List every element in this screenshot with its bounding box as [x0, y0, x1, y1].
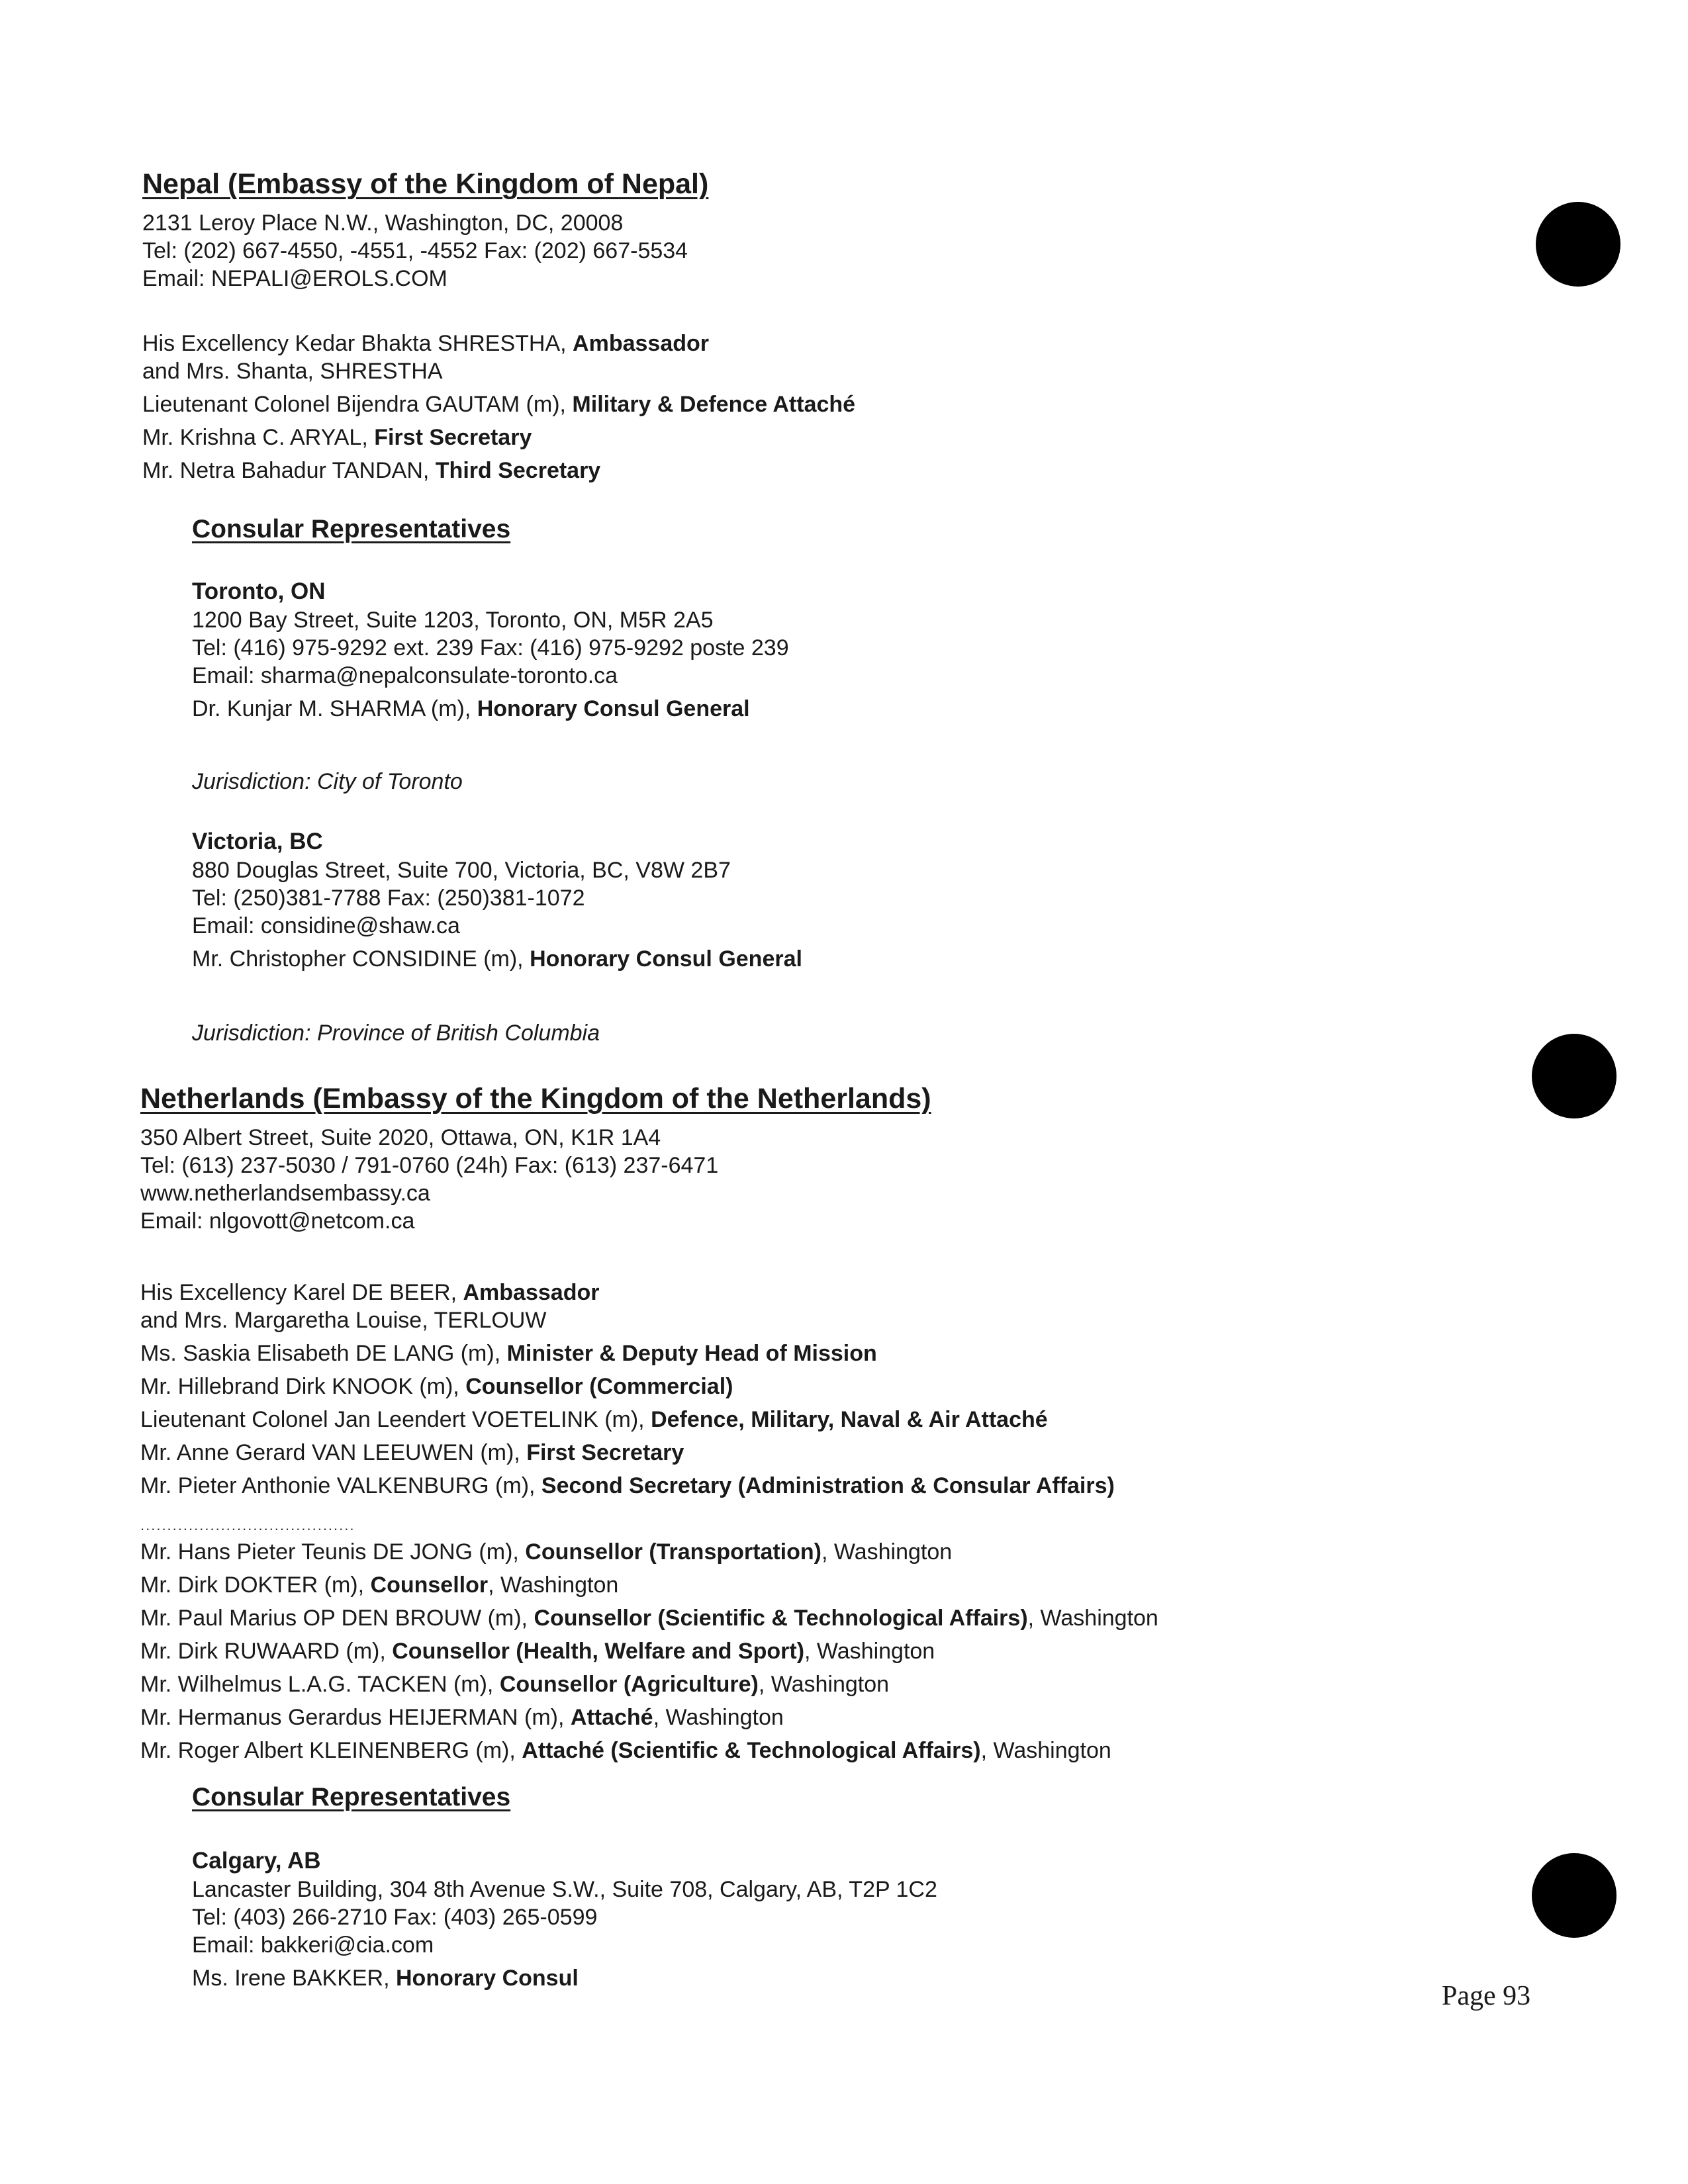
- nepal-heading: Nepal (Embassy of the Kingdom of Nepal): [142, 168, 709, 200]
- toronto-email: Email: sharma@nepalconsulate-toronto.ca: [192, 663, 618, 688]
- netherlands-website: www.netherlandsembassy.ca: [140, 1181, 430, 1206]
- victoria-jurisdiction: Jurisdiction: Province of British Columbia: [192, 1021, 600, 1046]
- netherlands-address: 350 Albert Street, Suite 2020, Ottawa, ON, K1R 1A4: [140, 1125, 661, 1150]
- page-number: Page 93: [1442, 1981, 1531, 2011]
- staff-line: and Mrs. Margaretha Louise, TERLOUW: [140, 1308, 547, 1333]
- toronto-address: 1200 Bay Street, Suite 1203, Toronto, ON, M5R 2A5: [192, 608, 714, 633]
- toronto-tel: Tel: (416) 975-9292 ext. 239 Fax: (416) 975-9292 poste 239: [192, 635, 789, 660]
- staff-line: Mr. Hans Pieter Teunis DE JONG (m), Counsellor (Transportation), Washington: [140, 1539, 953, 1565]
- victoria-tel: Tel: (250)381-7788 Fax: (250)381-1072: [192, 886, 585, 911]
- nepal-email: Email: NEPALI@EROLS.COM: [142, 266, 447, 291]
- netherlands-heading: Netherlands (Embassy of the Kingdom of the Netherlands): [140, 1083, 931, 1115]
- staff-line: Mr. Netra Bahadur TANDAN, Third Secretary: [142, 458, 601, 483]
- netherlands-staff-list: [140, 1279, 1115, 1500]
- calgary-email: Email: bakkeri@cia.com: [192, 1933, 434, 1958]
- toronto-city: Toronto, ON: [192, 578, 326, 604]
- netherlands-email: Email: nlgovott@netcom.ca: [140, 1208, 415, 1234]
- netherlands-washington-staff: [140, 1538, 1158, 1764]
- punch-hole-bottom: [1532, 1853, 1617, 1938]
- netherlands-tel: Tel: (613) 237-5030 / 791-0760 (24h) Fax: (613) 237-6471: [140, 1153, 719, 1178]
- punch-hole-middle: [1532, 1034, 1617, 1118]
- staff-line: Mr. Wilhelmus L.A.G. TACKEN (m), Counsellor (Agriculture), Washington: [140, 1672, 890, 1697]
- staff-line: Mr. Krishna C. ARYAL, First Secretary: [142, 425, 532, 450]
- staff-line: Lieutenant Colonel Bijendra GAUTAM (m), Military & Defence Attaché: [142, 392, 856, 417]
- victoria-email: Email: considine@shaw.ca: [192, 913, 460, 938]
- staff-line: and Mrs. Shanta, SHRESTHA: [142, 359, 443, 384]
- staff-line: Mr. Pieter Anthonie VALKENBURG (m), Second Secretary (Administration & Consular Affairs): [140, 1473, 1115, 1498]
- staff-line: His Excellency Karel DE BEER, Ambassador: [140, 1280, 600, 1305]
- victoria-consul: Mr. Christopher CONSIDINE (m), Honorary Consul General: [192, 946, 802, 972]
- staff-line: Mr. Hillebrand Dirk KNOOK (m), Counsellor (Commercial): [140, 1374, 733, 1399]
- calgary-address: Lancaster Building, 304 8th Avenue S.W., Suite 708, Calgary, AB, T2P 1C2: [192, 1877, 937, 1902]
- staff-line: Mr. Roger Albert KLEINENBERG (m), Attaché (Scientific & Technological Affairs), Washington: [140, 1738, 1111, 1763]
- netherlands-calgary: [192, 1846, 937, 1992]
- calgary-tel: Tel: (403) 266-2710 Fax: (403) 265-0599: [192, 1905, 598, 1930]
- nepal-tel: Tel: (202) 667-4550, -4551, -4552 Fax: (202) 667-5534: [142, 238, 688, 263]
- staff-line: Mr. Anne Gerard VAN LEEUWEN (m), First Secretary: [140, 1440, 684, 1465]
- nepal-consular-heading: Consular Representatives: [192, 515, 511, 543]
- staff-line: Mr. Dirk RUWAARD (m), Counsellor (Health, Welfare and Sport), Washington: [140, 1639, 935, 1664]
- nepal-victoria: [192, 827, 802, 973]
- toronto-consul: Dr. Kunjar M. SHARMA (m), Honorary Consul General: [192, 696, 750, 721]
- nepal-contact: [142, 209, 688, 293]
- toronto-jurisdiction: Jurisdiction: City of Toronto: [192, 769, 463, 794]
- calgary-city: Calgary, AB: [192, 1848, 321, 1874]
- calgary-consul: Ms. Irene BAKKER, Honorary Consul: [192, 1966, 579, 1991]
- staff-line: Mr. Hermanus Gerardus HEIJERMAN (m), Attaché, Washington: [140, 1705, 784, 1730]
- nepal-staff-list: [142, 330, 855, 484]
- punch-hole-top: [1536, 202, 1620, 287]
- staff-line: His Excellency Kedar Bhakta SHRESTHA, Ambassador: [142, 331, 709, 356]
- netherlands-contact: [140, 1124, 718, 1235]
- staff-line: Mr. Dirk DOKTER (m), Counsellor, Washington: [140, 1572, 619, 1598]
- staff-line: Ms. Saskia Elisabeth DE LANG (m), Minister & Deputy Head of Mission: [140, 1341, 877, 1366]
- victoria-city: Victoria, BC: [192, 829, 323, 854]
- netherlands-consular-heading: Consular Representatives: [192, 1783, 511, 1811]
- nepal-toronto: [192, 577, 789, 723]
- staff-line: Mr. Paul Marius OP DEN BROUW (m), Counsellor (Scientific & Technological Affairs), Washington: [140, 1606, 1158, 1631]
- victoria-address: 880 Douglas Street, Suite 700, Victoria, BC, V8W 2B7: [192, 858, 731, 883]
- nepal-address: 2131 Leroy Place N.W., Washington, DC, 20008: [142, 210, 624, 236]
- separator-dots: ........................................: [140, 1517, 355, 1533]
- staff-line: Lieutenant Colonel Jan Leendert VOETELINK (m), Defence, Military, Naval & Air Attaché: [140, 1407, 1048, 1432]
